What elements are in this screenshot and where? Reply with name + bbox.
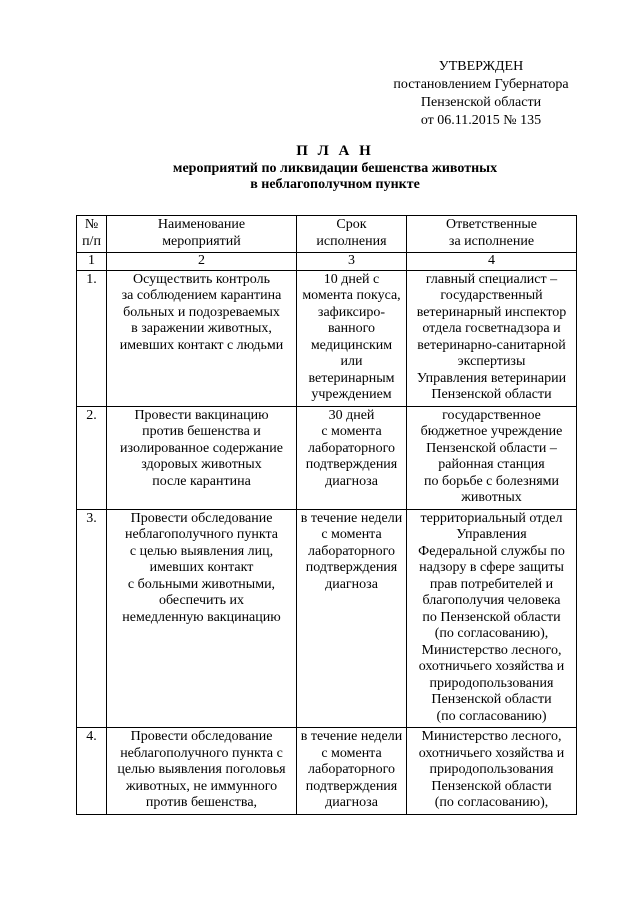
table-row (77, 406, 577, 509)
cell-line: отдела госветнадзора и (422, 321, 561, 336)
row-number: 1. (77, 270, 107, 406)
table-row (77, 509, 577, 728)
row-number: 4. (77, 728, 107, 815)
cell-line: бюджетное учреждение (420, 424, 563, 439)
cell-line: охотничьего хозяйства и (418, 745, 565, 761)
cell-line: Министерство лесного, (421, 729, 562, 744)
cell-line: в течение недели (300, 510, 403, 526)
cell-line: зафиксиро- (317, 304, 386, 320)
title-line: мероприятий по ликвидации бешенства животных (172, 161, 498, 176)
deadline-cell (297, 728, 407, 815)
cell-line: Пензенской области (431, 778, 552, 794)
cell-line: (по согласованию) (436, 708, 547, 724)
cell-line: прав потребителей и (429, 576, 554, 592)
responsible-cell (407, 509, 577, 728)
deadline-cell (297, 270, 407, 406)
cell-line: неблагополучного пункта с (120, 745, 283, 761)
cell-line: 30 дней (328, 407, 375, 423)
header-num: № п/п (77, 216, 107, 253)
cell-line: имевших контакт (149, 560, 254, 575)
deadline-cell (297, 406, 407, 509)
approval-line: постановлением Губернатора (393, 77, 569, 92)
cell-line: диагноза (325, 473, 378, 489)
cell-line: неблагополучного пункта (125, 527, 278, 542)
plan-table (76, 215, 577, 815)
cell-line: 10 дней с (323, 271, 380, 287)
cell-line: медицинским (310, 337, 393, 353)
cell-line: надзору в сфере защиты (419, 560, 564, 575)
cell-line: животных, не иммунного (125, 778, 278, 794)
cell-line: против бешенства и (142, 424, 261, 439)
cell-line: лабораторного (308, 762, 395, 777)
approval-line: от 06.11.2015 № 135 (420, 113, 542, 128)
cell-line: Пензенской области – (426, 440, 557, 456)
table-header-row (77, 216, 577, 253)
column-number: 2 (107, 253, 297, 271)
table-row (77, 728, 577, 815)
deadline-cell (297, 509, 407, 728)
cell-line: Управления (456, 527, 527, 542)
approval-line: Пензенской области (420, 95, 542, 110)
cell-line: ветеринарным (308, 370, 395, 386)
title-word: П Л А Н (296, 143, 374, 159)
cell-line: Провести обследование (130, 729, 273, 744)
cell-line: с момента (321, 527, 382, 542)
cell-line: после карантина (152, 473, 251, 489)
cell-line: Пензенской области (431, 387, 552, 402)
header-responsible: Ответственные за исполнение (407, 216, 577, 253)
cell-line: подтверждения (305, 778, 398, 794)
cell-line: в заражении животных, (131, 321, 272, 336)
cell-line: (по согласованию), (434, 795, 549, 810)
cell-line: целью выявления поголовья (117, 762, 286, 777)
cell-line: за соблюдением карантина (121, 288, 282, 303)
cell-line: лабораторного (308, 543, 395, 559)
cell-line: в течение недели (300, 729, 403, 744)
activity-cell (107, 728, 297, 815)
cell-line: диагноза (325, 576, 378, 592)
cell-line: государственное (442, 407, 541, 423)
cell-line: с момента (321, 745, 382, 761)
document-title (80, 143, 590, 193)
cell-line: подтверждения (305, 457, 398, 472)
activity-cell (107, 406, 297, 509)
cell-line: здоровых животных (141, 457, 262, 472)
cell-line: или (340, 354, 363, 369)
cell-line: Федеральной службы по (418, 543, 565, 559)
cell-line: с целью выявления лиц, (129, 543, 274, 559)
cell-line: ветеринарный инспектор (416, 304, 567, 320)
cell-line: Провести обследование (130, 510, 273, 526)
activity-cell (107, 270, 297, 406)
cell-line: ванного (327, 321, 376, 336)
approval-heading: УТВЕРЖДЕН (438, 59, 524, 74)
cell-line: государственный (440, 288, 543, 303)
cell-line: момента покуса, (302, 288, 401, 303)
cell-line: по борьбе с болезнями (424, 473, 559, 489)
table-row (77, 270, 577, 406)
activity-cell (107, 509, 297, 728)
header-name: Наименование мероприятий (107, 216, 297, 253)
cell-line: главный специалист – (425, 271, 558, 287)
cell-line: природопользования (429, 762, 554, 777)
cell-line: изолированное содержание (120, 440, 283, 456)
cell-line: против бешенства, (145, 795, 258, 810)
cell-line: Пензенской области (431, 692, 552, 707)
cell-line: учреждением (311, 387, 392, 402)
cell-line: лабораторного (308, 440, 395, 456)
cell-line: территориальный отдел (420, 510, 563, 526)
responsible-cell (407, 270, 577, 406)
cell-line: ветеринарно-санитарной (417, 337, 566, 353)
cell-line: Министерство лесного, (421, 642, 562, 658)
cell-line: животных (461, 490, 522, 505)
cell-line: с момента (321, 424, 382, 439)
responsible-cell (407, 406, 577, 509)
cell-line: с больными животными, (127, 576, 276, 592)
cell-line: Управления ветеринарии (416, 370, 567, 386)
cell-line: обеспечить их (158, 593, 245, 608)
row-number: 3. (77, 509, 107, 728)
cell-line: подтверждения (305, 560, 398, 575)
row-number: 2. (77, 406, 107, 509)
column-number: 3 (297, 253, 407, 271)
cell-line: (по согласованию), (434, 626, 549, 641)
cell-line: немедленную вакцинацию (122, 609, 281, 625)
cell-line: больных и подозреваемых (123, 304, 280, 320)
cell-line: диагноза (325, 795, 378, 810)
column-number-row (77, 253, 577, 271)
cell-line: Провести вакцинацию (134, 407, 269, 423)
cell-line: благополучия человека (422, 593, 561, 608)
cell-line: экспертизы (457, 354, 526, 369)
header-term: Срок исполнения (297, 216, 407, 253)
cell-line: районная станция (438, 457, 545, 472)
column-number: 1 (77, 253, 107, 271)
responsible-cell (407, 728, 577, 815)
cell-line: Осуществить контроль (133, 271, 270, 287)
cell-line: охотничьего хозяйства и (418, 659, 565, 674)
column-number: 4 (407, 253, 577, 271)
cell-line: имевших контакт с людьми (119, 337, 284, 353)
cell-line: природопользования (429, 675, 554, 691)
approval-stamp (372, 58, 590, 130)
title-line: в неблагополучном пункте (250, 177, 420, 192)
cell-line: по Пензенской области (422, 609, 561, 625)
